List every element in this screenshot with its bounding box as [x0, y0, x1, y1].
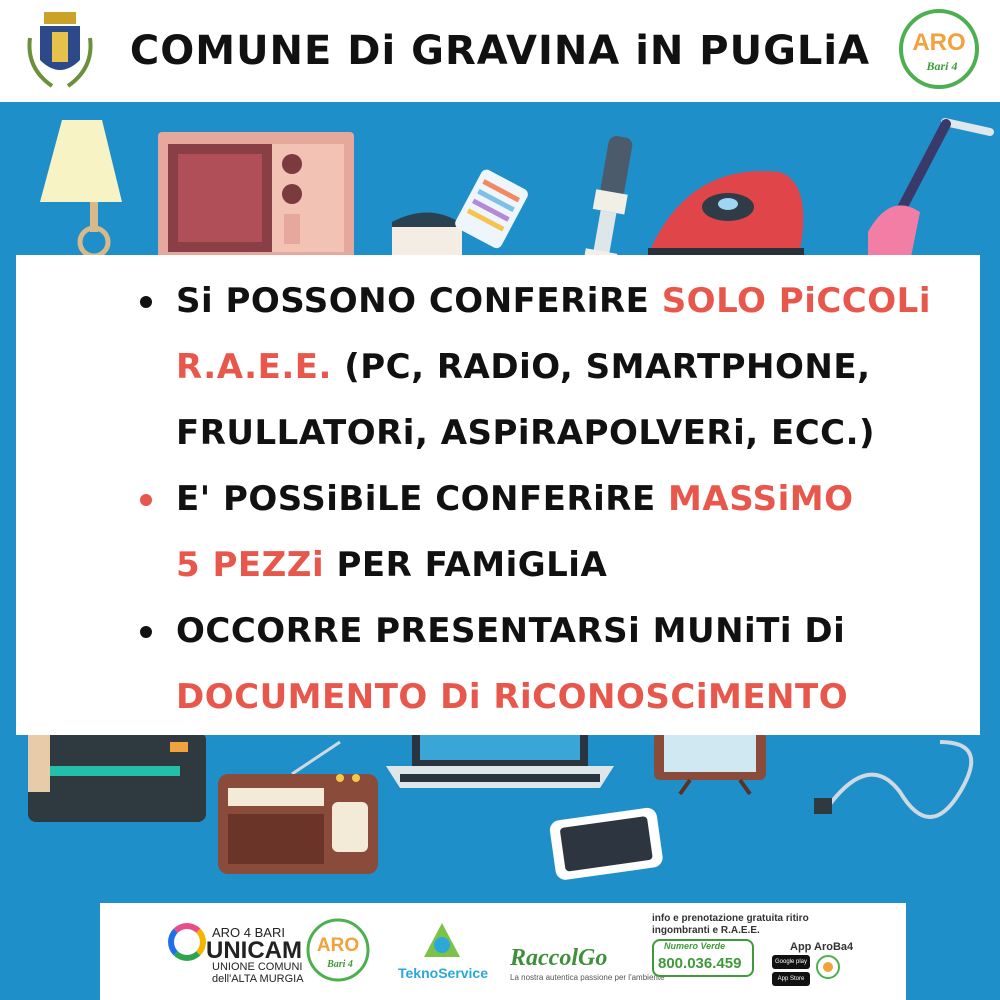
vintage-radio-icon	[218, 742, 378, 874]
body-text: PER FAMiGLiA	[324, 545, 608, 585]
aroba4-app-icon	[816, 955, 840, 979]
highlight-text: R.A.E.E.	[176, 347, 332, 387]
header-bar	[0, 0, 1000, 102]
old-radio-icon	[28, 732, 206, 822]
hand-blender-icon	[584, 134, 637, 264]
bullet-continuation-line	[140, 532, 960, 598]
highlight-text: DOCUMENTO Di RiCONOSCiMENTO	[176, 677, 849, 717]
aro-footer-mark: ARO	[316, 935, 360, 956]
aro-bari4-logo-icon	[898, 8, 980, 90]
vacuum-cleaner-icon	[868, 122, 990, 262]
raccolgo-name: RaccolGo	[510, 945, 608, 971]
page-title: COMUNE Di GRAVINA iN PUGLiA	[129, 28, 871, 74]
app-store-badge[interactable]: App Store	[772, 972, 810, 986]
bullet-dot-icon	[140, 626, 152, 638]
body-text: FRULLATORi, ASPiRAPOLVERi, ECC.)	[176, 413, 876, 453]
app-label: App AroBa4	[790, 941, 854, 953]
numero-verde-label: Numero Verde	[664, 941, 726, 951]
google-play-badge[interactable]: Google play	[772, 955, 810, 969]
unicam-name: UNICAM	[206, 937, 302, 964]
body-text: (PC, RADiO, SMARTPHONE,	[331, 347, 871, 387]
unicam-sub2: dell'ALTA MURGIA	[212, 973, 304, 985]
bullet-continuation-line	[140, 664, 960, 730]
aro-mark: ARO	[912, 29, 966, 56]
clothes-iron-icon	[648, 171, 804, 258]
bullet-item	[140, 466, 960, 532]
microwave-icon	[158, 132, 354, 262]
bullet-continuation-line	[140, 334, 960, 400]
aro-footer-sub: Bari 4	[327, 959, 353, 970]
body-text: Si POSSONO CONFERiRE	[176, 281, 662, 321]
unicam-logo-icon	[168, 923, 206, 961]
highlight-text: 5 PEZZi	[176, 545, 325, 585]
highlight-text: SOLO PiCCOLi	[661, 281, 931, 321]
smartphone-icon	[549, 807, 664, 881]
teknoservice-name: TeknoService	[398, 965, 489, 981]
unicam-sub1: UNIONE COMUNI	[212, 961, 303, 973]
body-text: OCCORRE PRESENTARSi MUNiTi Di	[176, 611, 846, 651]
usb-cable-icon	[814, 742, 971, 817]
bullet-list	[140, 268, 960, 730]
info-line-2: ingombranti e R.A.E.E.	[652, 925, 760, 936]
aro-sub: Bari 4	[926, 59, 958, 73]
bullet-dot-icon	[140, 296, 152, 308]
unicam-top-text: ARO 4 BARI	[212, 925, 285, 940]
teknoservice-logo-icon	[422, 921, 462, 961]
crt-tv-icon	[654, 732, 766, 794]
body-text: E' POSSiBiLE CONFERiRE	[176, 479, 669, 519]
smartphone-tilted-icon	[453, 168, 530, 251]
bullet-item	[140, 268, 960, 334]
phone-number[interactable]: 800.036.459	[658, 955, 742, 972]
table-lamp-icon	[40, 120, 122, 256]
bullet-dot-icon	[140, 494, 152, 506]
bullet-item	[140, 598, 960, 664]
info-line-1: info e prenotazione gratuita ritiro	[652, 913, 809, 924]
aro-footer-logo-icon	[305, 917, 371, 983]
raccolgo-tagline: La nostra autentica passione per l'ambiente	[510, 973, 665, 982]
bullet-continuation-line	[140, 400, 960, 466]
highlight-text: MASSiMO	[668, 479, 854, 519]
partners-footer	[100, 903, 906, 1000]
